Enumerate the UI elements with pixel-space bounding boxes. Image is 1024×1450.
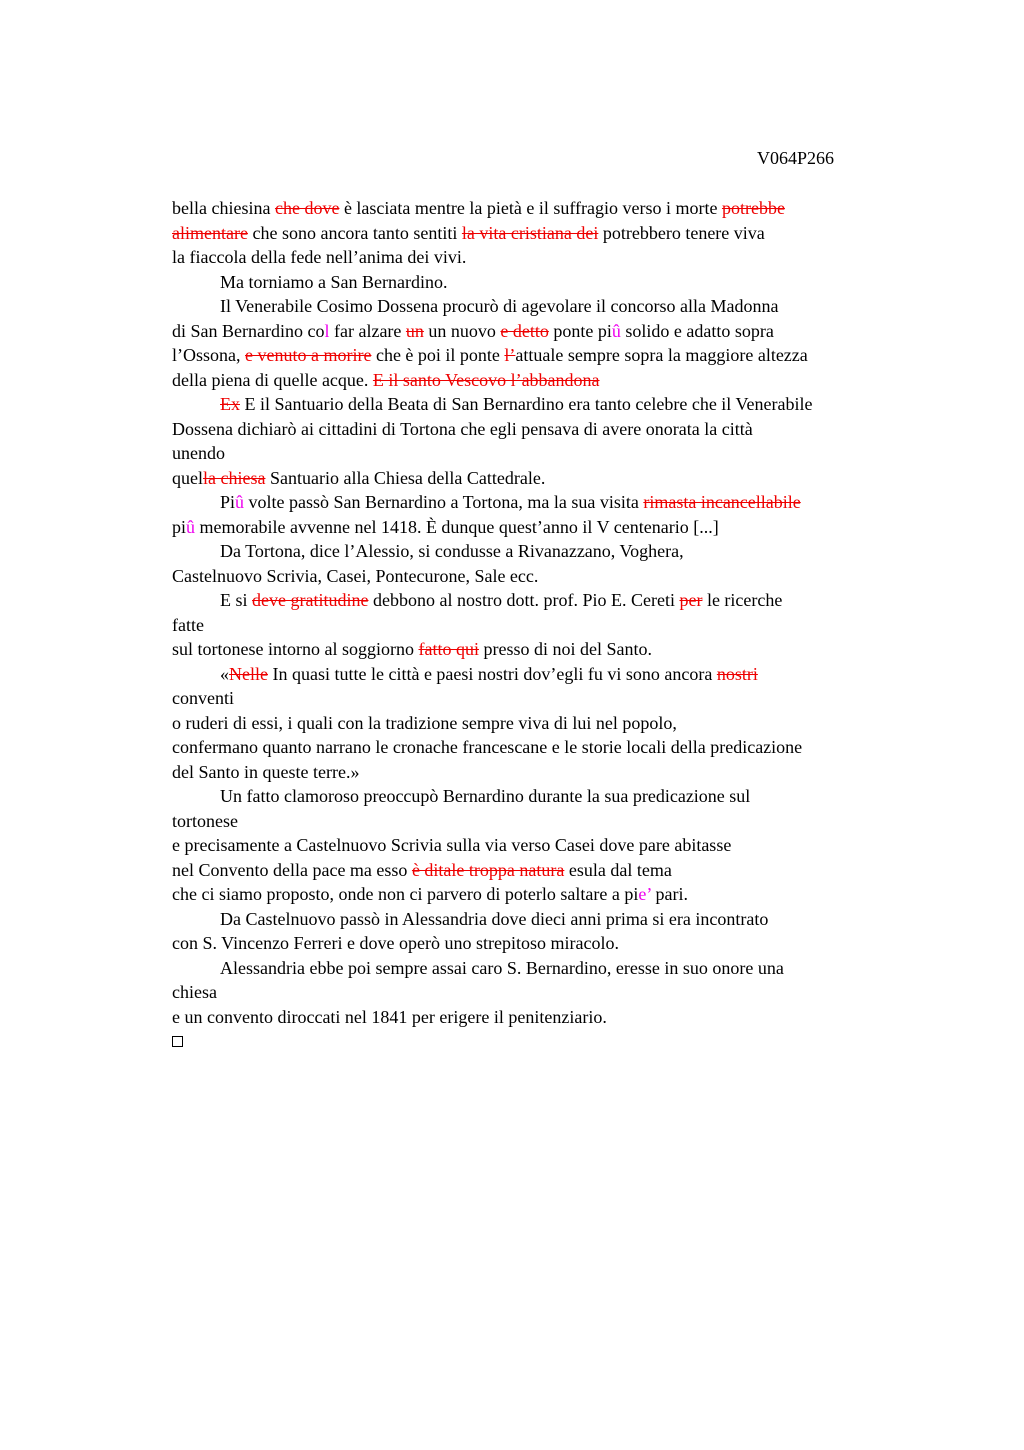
text-segment: In quasi tutte le città e paesi nostri dov’egli fu vi sono ancora (267, 663, 717, 684)
text-segment: della piena di quelle acque. (172, 369, 373, 390)
text-segment: che sono ancora tanto sentiti (247, 222, 462, 243)
deleted-text: deve gratitudine (252, 590, 369, 610)
text-line (172, 319, 912, 344)
text-line (172, 662, 912, 687)
text-segment: Dossena dichiarò ai cittadini di Tortona che egli pensava di avere onorata la città (172, 418, 753, 439)
text-line (172, 196, 912, 221)
text-segment: nel Convento della pace ma esso (172, 859, 412, 880)
deleted-text: Nelle (229, 663, 268, 684)
text-segment: con S. Vincenzo Ferreri e dove operò uno strepitoso miracolo. (172, 933, 619, 953)
inserted-text: û (186, 516, 196, 537)
deleted-text: nostri (716, 663, 758, 684)
inserted-text: û (611, 320, 621, 341)
inserted-text: l (324, 320, 330, 341)
text-line (172, 980, 912, 1005)
text-line (172, 466, 912, 491)
text-segment: del Santo in queste terre.» (172, 761, 360, 782)
text-segment: ponte pi (548, 320, 612, 341)
text-line (172, 956, 912, 981)
text-segment: e precisamente a Castelnuovo Scrivia sulla via verso Casei dove pare abitasse (172, 835, 732, 855)
text-segment: fatte (172, 614, 204, 635)
text-segment: E si (220, 590, 253, 610)
text-segment: conventi (172, 688, 234, 708)
text-segment: attuale sempre sopra la maggiore altezza (515, 345, 808, 365)
text-segment: volte passò San Bernardino a Tortona, ma la sua visita (244, 492, 644, 512)
text-line (172, 515, 912, 540)
text-line (172, 784, 912, 809)
text-segment: che ci siamo proposto, onde non ci parvero di poterlo saltare a pi (172, 884, 639, 904)
text-line (172, 441, 912, 466)
inserted-text: e’ (638, 884, 652, 904)
text-line (172, 858, 912, 883)
document-body (172, 196, 912, 1054)
text-segment: o ruderi di essi, i quali con la tradizione sempre viva di lui nel popolo, (172, 712, 677, 733)
text-segment: pari. (651, 884, 688, 904)
text-line (172, 809, 912, 834)
deleted-text: alimentare (172, 222, 248, 243)
text-line (172, 711, 912, 736)
text-line (172, 637, 912, 662)
text-segment: di San Bernardino co (172, 320, 325, 341)
text-line (172, 588, 912, 613)
text-segment: memorabile avvenne nel 1418. È dunque quest’anno il V centenario [...] (195, 516, 719, 537)
text-segment: Il Venerabile Cosimo Dossena procurò di agevolare il concorso alla Madonna (220, 296, 779, 316)
text-segment: Ma torniamo a San Bernardino. (220, 271, 448, 292)
text-line (172, 417, 912, 442)
text-segment: quel (172, 467, 203, 488)
text-segment: Un fatto clamoroso preoccupò Bernardino durante la sua predicazione sul (220, 786, 751, 806)
text-segment: le ricerche (702, 590, 783, 610)
text-segment: unendo (172, 443, 225, 463)
inserted-text: û (235, 492, 245, 512)
text-segment: Castelnuovo Scrivia, Casei, Pontecurone, Sale ecc. (172, 565, 539, 586)
text-line (172, 221, 912, 246)
text-segment: e un convento diroccati nel 1841 per erigere il penitenziario. (172, 1006, 607, 1027)
text-segment: la fiaccola della fede nell’anima dei vivi. (172, 247, 467, 267)
text-segment: confermano quanto narrano le cronache francescane e le storie locali della predicazione (172, 737, 803, 757)
deleted-text: per (679, 590, 703, 610)
text-segment: potrebbero tenere viva (598, 222, 765, 243)
text-line (172, 245, 912, 270)
text-segment: pi (172, 516, 187, 537)
text-line (172, 760, 912, 785)
text-line (172, 613, 912, 638)
text-segment: presso di noi del Santo. (478, 639, 652, 659)
deleted-text: l’ (504, 345, 516, 365)
text-line (172, 539, 912, 564)
text-line (172, 294, 912, 319)
text-segment: Alessandria ebbe poi sempre assai caro S. Bernardino, eresse in suo onore una (220, 957, 784, 978)
text-line (172, 343, 912, 368)
text-segment: Da Castelnuovo passò in Alessandria dove dieci anni prima si era incontrato (220, 908, 769, 929)
text-line (172, 931, 912, 956)
text-line (172, 270, 912, 295)
text-segment: è lasciata mentre la pietà e il suffragio verso i morte (339, 198, 722, 218)
text-line (172, 907, 912, 932)
text-segment: Santuario alla Chiesa della Cattedrale. (265, 467, 546, 488)
text-segment: debbono al nostro dott. prof. Pio E. Cereti (368, 590, 680, 610)
deleted-text: la chiesa (203, 467, 266, 488)
text-segment: un nuovo (423, 320, 501, 341)
text-segment: E il Santuario della Beata di San Bernardino era tanto celebre che il Venerabile (240, 394, 813, 414)
text-segment: bella chiesina (172, 198, 275, 218)
deleted-text: un (405, 320, 424, 341)
end-line (172, 1029, 912, 1054)
deleted-text: che dove (274, 198, 340, 218)
text-segment: chiesa (172, 982, 217, 1002)
text-segment: esula dal tema (564, 859, 672, 880)
text-line (172, 686, 912, 711)
text-segment: sul tortonese intorno al soggiorno (172, 639, 419, 659)
text-line (172, 1005, 912, 1030)
deleted-text: Ex (220, 394, 240, 414)
text-segment: « (220, 663, 229, 684)
text-line (172, 882, 912, 907)
text-segment: l’Ossona, (172, 345, 245, 365)
text-line (172, 368, 912, 393)
deleted-text: potrebbe (721, 198, 785, 218)
text-line (172, 735, 912, 760)
text-segment: Pi (220, 492, 236, 512)
deleted-text: fatto qui (418, 639, 479, 659)
text-line (172, 392, 912, 417)
text-segment: che è poi il ponte (371, 345, 505, 365)
text-segment: tortonese (172, 810, 238, 831)
deleted-text: la vita cristiana dei (461, 222, 599, 243)
deleted-text: rimasta incancellabile (643, 492, 801, 512)
deleted-text: E il santo Vescovo l’abbandona (372, 369, 600, 390)
deleted-text: e detto (500, 320, 549, 341)
text-segment: far alzare (329, 320, 406, 341)
text-line (172, 564, 912, 589)
text-segment: Da Tortona, dice l’Alessio, si condusse a Rivanazzano, Voghera, (220, 541, 684, 561)
page-id: V064P266 (757, 148, 835, 168)
end-of-text-box-icon (172, 1036, 183, 1047)
text-line (172, 833, 912, 858)
text-segment: solido e adatto sopra (620, 320, 774, 341)
text-line (172, 490, 912, 515)
deleted-text: è ditale troppa natura (411, 859, 565, 880)
deleted-text: e venuto a morire (245, 345, 372, 365)
